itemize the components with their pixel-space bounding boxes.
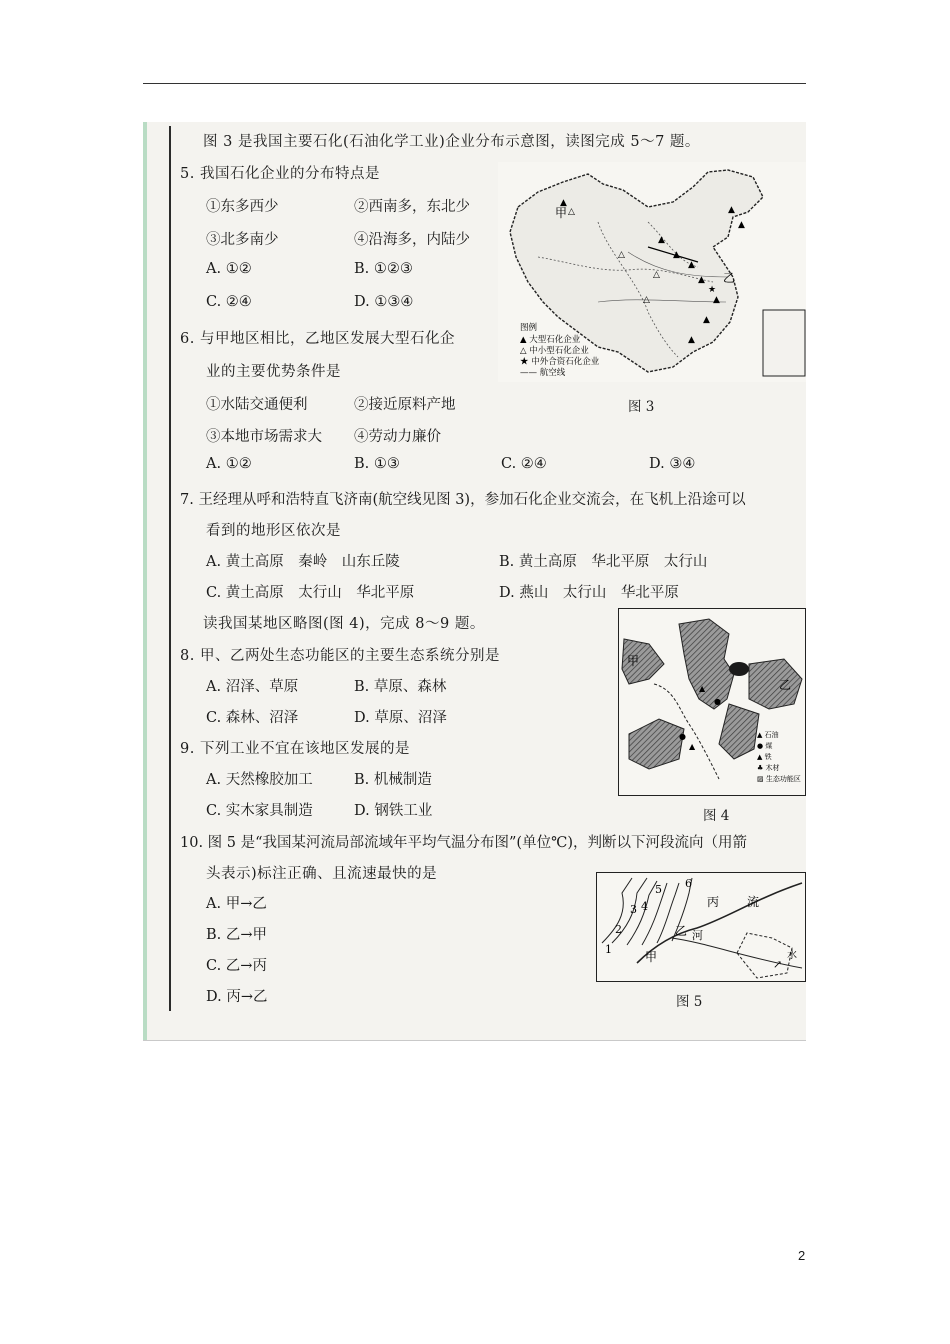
- small-enterprise-marker: △: [618, 250, 625, 260]
- q6-statement-2: ②接近原料产地: [354, 397, 456, 413]
- large-enterprise-marker: ▲: [560, 198, 567, 208]
- intro-fig4: 读我国某地区略图(图 4)，完成 8～9 题。: [203, 616, 485, 632]
- q10-option-b[interactable]: B. 乙→甲: [206, 927, 268, 943]
- iron-marker: ▲: [689, 742, 696, 751]
- q6-option-c[interactable]: C. ②④: [501, 456, 547, 472]
- legend-large: ▲ 大型石化企业: [520, 335, 581, 345]
- legend-oil: ▲ 石油: [757, 731, 779, 739]
- q9-option-a[interactable]: A. 天然橡胶加工: [206, 772, 313, 788]
- figure-3-caption: 图 3: [628, 399, 655, 415]
- scanned-exam-page: [143, 122, 806, 1041]
- large-enterprise-marker: ▲: [703, 315, 710, 325]
- joint-venture-marker: ★: [708, 285, 717, 295]
- coal-marker: ●: [714, 697, 721, 706]
- header-rule: [143, 83, 806, 84]
- q10-stem-line1: 10. 图 5 是“我国某河流局部流域年平均气温分布图”(单位℃)，判断以下河段流向（用箭: [180, 835, 747, 851]
- large-enterprise-marker: ▲: [713, 295, 720, 305]
- fig3-label-jia: 甲: [555, 206, 568, 220]
- q7-option-a[interactable]: A. 黄土高原 秦岭 山东丘陵: [206, 554, 400, 570]
- northeast-map: [619, 609, 805, 795]
- q8-option-b[interactable]: B. 草原、森林: [354, 679, 447, 695]
- legend-coal: ● 煤: [757, 742, 773, 750]
- eco-zone-east: [719, 704, 759, 759]
- legend-eco: ▨ 生态功能区: [757, 775, 801, 783]
- oil-marker: ▲: [699, 684, 706, 693]
- q10-option-a[interactable]: A. 甲→乙: [206, 896, 267, 912]
- legend-wood: ♣ 木材: [757, 764, 780, 772]
- scan-edge: [143, 122, 147, 1040]
- q8-option-d[interactable]: D. 草原、沼泽: [354, 710, 447, 726]
- q5-statement-2: ②西南多，东北少: [354, 199, 470, 215]
- q5-statement-1: ①东多西少: [206, 199, 279, 215]
- q5-option-a[interactable]: A. ①②: [206, 261, 252, 277]
- q7-option-b[interactable]: B. 黄土高原 华北平原 太行山: [499, 554, 708, 570]
- legend-small: △ 中小型石化企业: [520, 346, 589, 356]
- q5-option-b[interactable]: B. ①②③: [354, 261, 413, 277]
- eco-zone-yi: [749, 659, 802, 709]
- large-enterprise-marker: ▲: [673, 250, 680, 260]
- q10-option-c[interactable]: C. 乙→丙: [206, 958, 267, 974]
- figure-5-map: [596, 872, 806, 982]
- legend-title: 图例: [520, 323, 538, 333]
- eco-zone-south: [629, 719, 684, 769]
- fig4-legend: [757, 730, 801, 783]
- legend-iron: ▲ 铁: [757, 753, 772, 761]
- large-enterprise-marker: ▲: [688, 260, 695, 270]
- q7-stem-line2: 看到的地形区依次是: [206, 523, 341, 539]
- large-enterprise-marker: ▲: [728, 205, 735, 215]
- figure-4-map: [618, 608, 806, 796]
- iso-label-4: 4: [641, 900, 648, 913]
- iso-label-5: 5: [655, 883, 662, 896]
- intro-fig3: 图 3 是我国主要石化(石油化学工业)企业分布示意图，读图完成 5～7 题。: [203, 134, 700, 150]
- south-china-sea-inset: [763, 310, 805, 376]
- q8-option-a[interactable]: A. 沼泽、草原: [206, 679, 299, 695]
- large-enterprise-marker: ▲: [658, 235, 665, 245]
- coal-marker: ●: [679, 732, 686, 741]
- iso-label-2: 2: [615, 923, 622, 936]
- fig5-label-water: 水: [787, 950, 797, 961]
- legend-joint: ★ 中外合资石化企业: [520, 357, 600, 367]
- lake: [729, 662, 749, 676]
- isotherm-map: [597, 873, 805, 981]
- q5-statement-3: ③北多南少: [206, 232, 279, 248]
- q8-option-c[interactable]: C. 森林、沼泽: [206, 710, 299, 726]
- q5-stem: 5. 我国石化企业的分布特点是: [180, 166, 380, 182]
- q5-option-d[interactable]: D. ①③④: [354, 294, 414, 310]
- small-enterprise-marker: △: [568, 207, 575, 217]
- binding-margin-line: [169, 126, 171, 1011]
- china-outline-map: [498, 162, 806, 382]
- q9-option-b[interactable]: B. 机械制造: [354, 772, 432, 788]
- q10-stem-line2: 头表示)标注正确、且流速最快的是: [206, 866, 438, 882]
- q6-statement-4: ④劳动力廉价: [354, 429, 441, 445]
- figure-3-map: [498, 162, 806, 382]
- fig4-label-jia: 甲: [627, 654, 640, 668]
- q9-stem: 9. 下列工业不宜在该地区发展的是: [180, 741, 410, 757]
- page-number: 2: [798, 1248, 806, 1263]
- iso-label-1: 1: [605, 943, 612, 956]
- figure-4-caption: 图 4: [703, 808, 730, 824]
- q6-stem-line1: 6. 与甲地区相比，乙地区发展大型石化企: [180, 331, 455, 347]
- q9-option-d[interactable]: D. 钢铁工业: [354, 803, 433, 819]
- iso-label-3: 3: [630, 903, 637, 916]
- fig5-label-he: 河: [692, 929, 703, 942]
- eco-zone-north: [679, 619, 734, 709]
- fig5-label-jia: 甲: [645, 950, 658, 964]
- flow-arrow-icon: ↗: [773, 958, 783, 971]
- fig5-label-bing: 丙: [707, 895, 720, 909]
- q6-option-d[interactable]: D. ③④: [649, 456, 696, 472]
- isotherm-labels: [605, 877, 692, 956]
- large-enterprise-marker: ▲: [688, 335, 695, 345]
- large-enterprise-marker: ▲: [698, 275, 705, 285]
- fig4-label-yi: 乙: [779, 678, 792, 692]
- fig3-label-yi: 乙: [723, 271, 736, 285]
- q7-option-d[interactable]: D. 燕山 太行山 华北平原: [499, 585, 679, 601]
- q6-stem-line2: 业的主要优势条件是: [206, 364, 341, 380]
- q7-option-c[interactable]: C. 黄土高原 太行山 华北平原: [206, 585, 415, 601]
- q6-statement-3: ③本地市场需求大: [206, 429, 322, 445]
- q5-statement-4: ④沿海多，内陆少: [354, 232, 470, 248]
- q10-option-d[interactable]: D. 丙→乙: [206, 989, 268, 1005]
- q6-statement-1: ①水陆交通便利: [206, 397, 308, 413]
- small-enterprise-marker: △: [653, 270, 660, 280]
- q5-option-c[interactable]: C. ②④: [206, 294, 252, 310]
- q6-option-b[interactable]: B. ①③: [354, 456, 400, 472]
- small-enterprise-marker: △: [643, 295, 650, 305]
- q8-stem: 8. 甲、乙两处生态功能区的主要生态系统分别是: [180, 648, 500, 664]
- fig5-label-liu: 流: [747, 895, 760, 909]
- q6-option-a[interactable]: A. ①②: [206, 456, 252, 472]
- q9-option-c[interactable]: C. 实木家具制造: [206, 803, 313, 819]
- legend-route: —— 航空线: [520, 368, 566, 378]
- figure-5-caption: 图 5: [676, 994, 703, 1010]
- large-enterprise-marker: ▲: [738, 220, 745, 230]
- iso-label-6: 6: [685, 877, 692, 890]
- fig5-label-yi: 乙: [675, 924, 688, 938]
- q7-stem-line1: 7. 王经理从呼和浩特直飞济南(航空线见图 3)，参加石化企业交流会，在飞机上沿途可以: [180, 492, 746, 508]
